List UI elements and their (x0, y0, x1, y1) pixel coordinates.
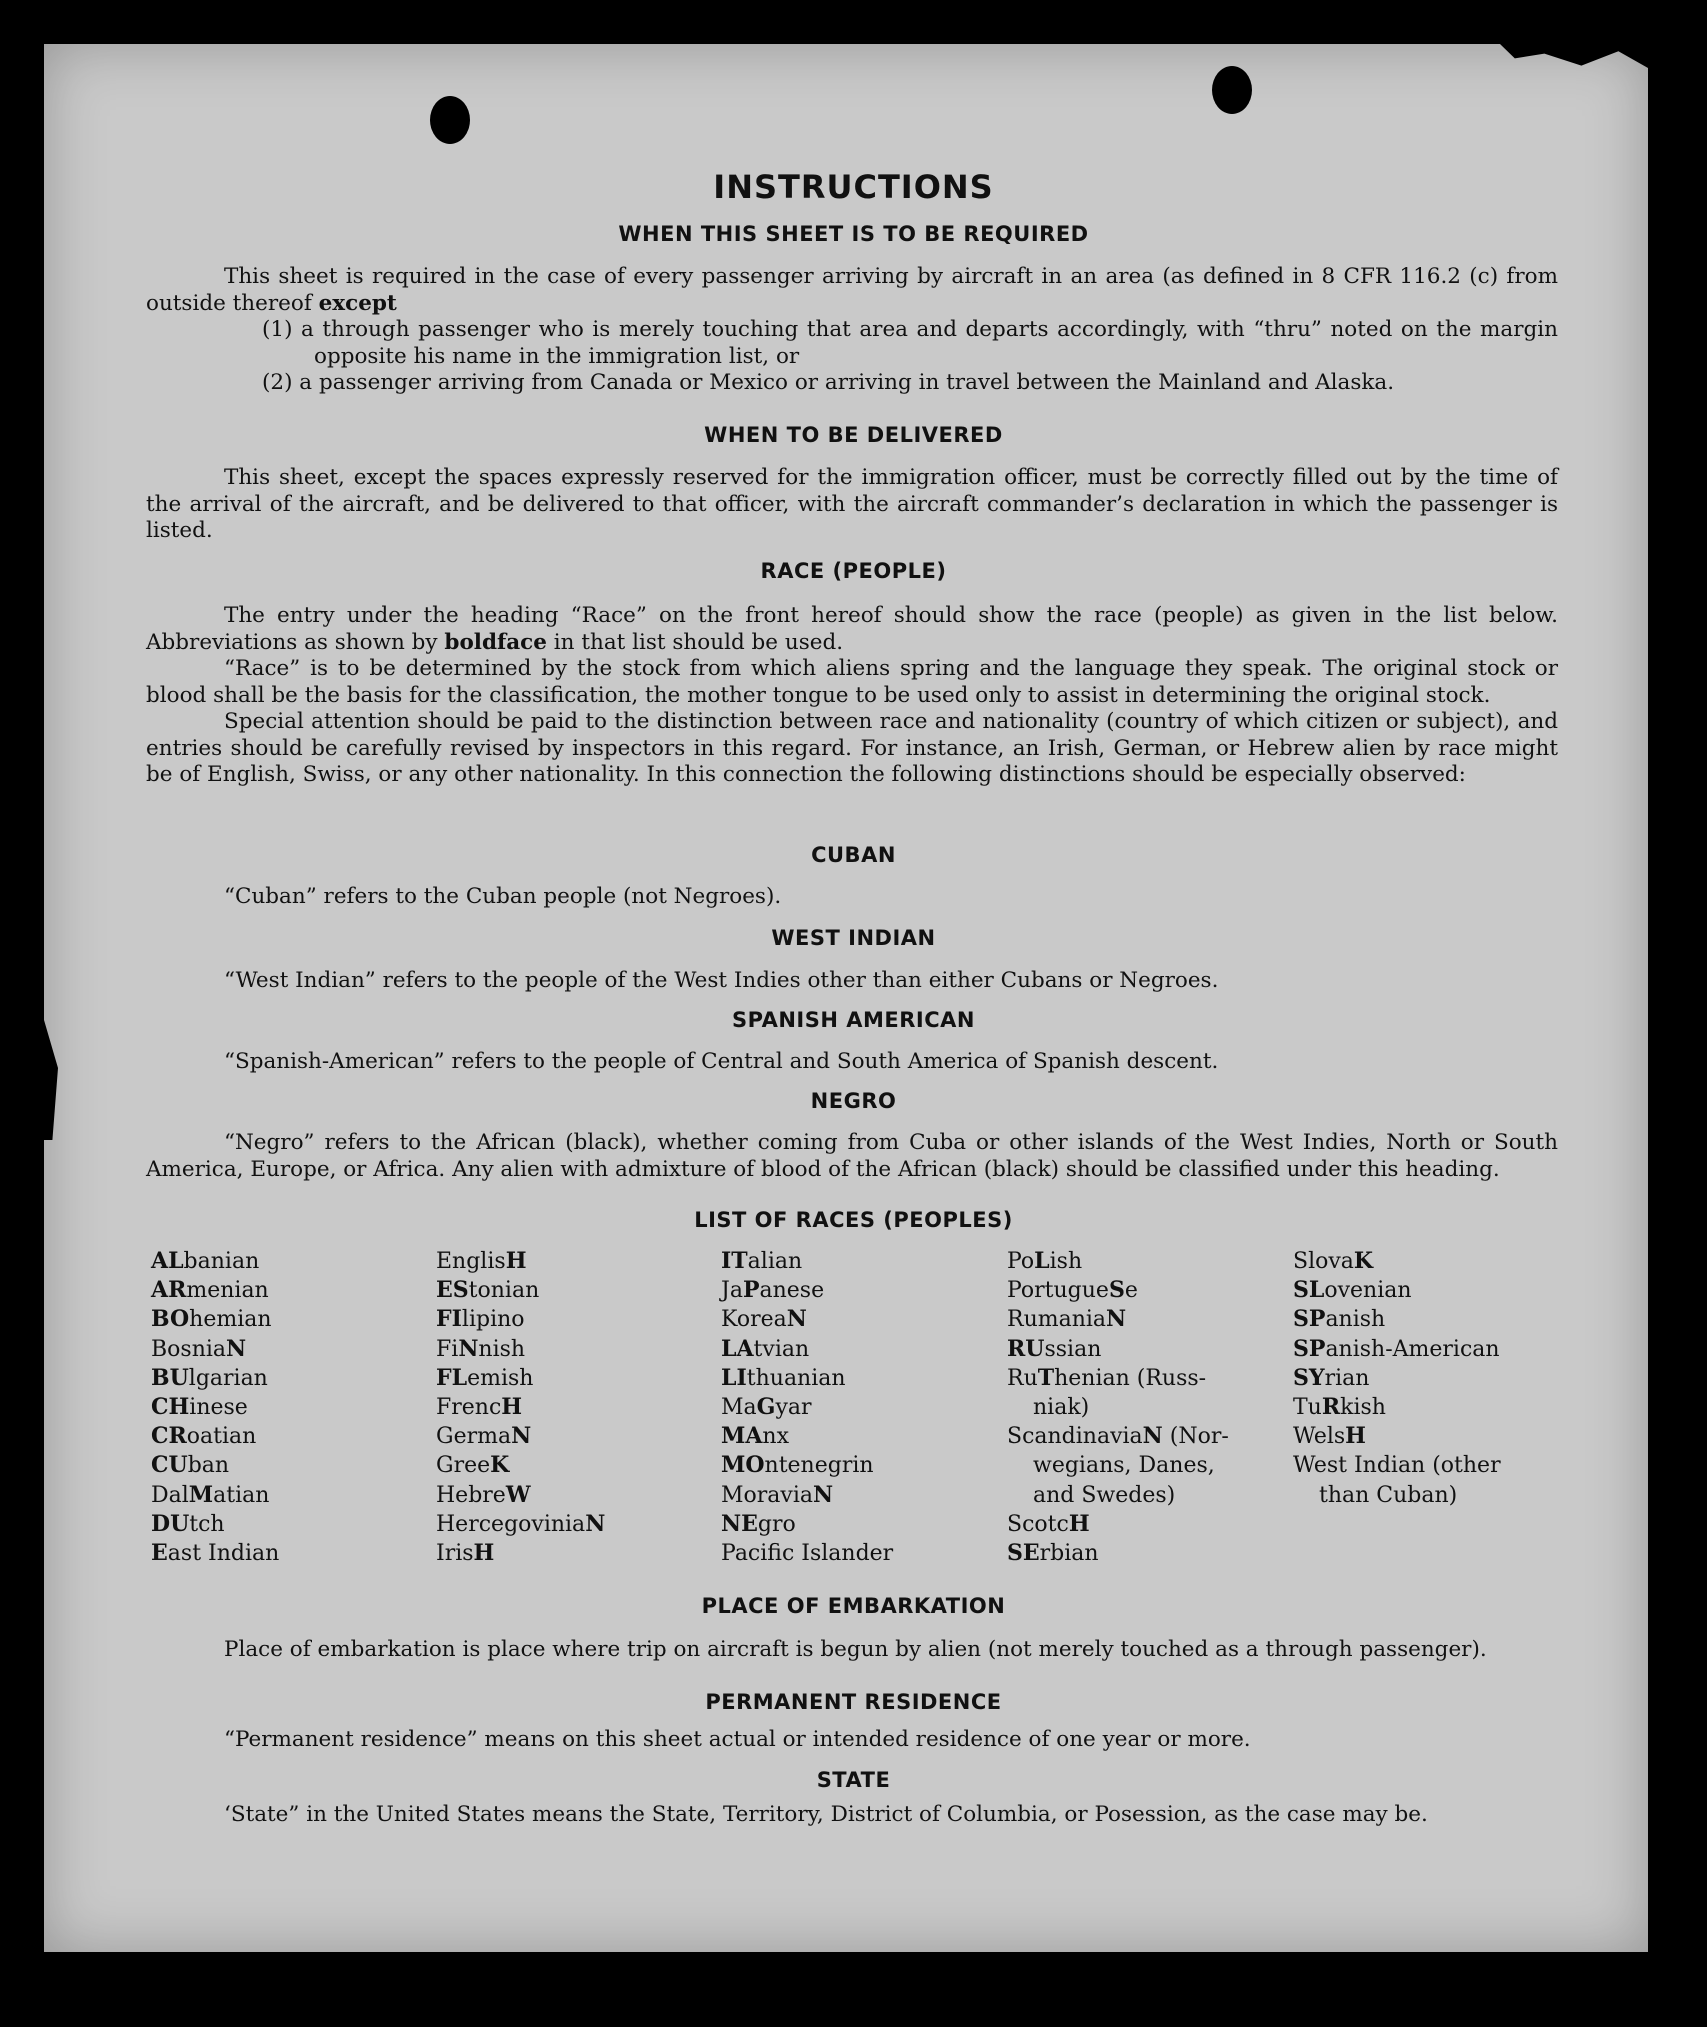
race-entry: PoLish (1007, 1248, 1083, 1274)
race-entry: and Swedes) (1033, 1482, 1176, 1508)
race-entry: SPanish-American (1293, 1335, 1500, 1362)
when-required-except: except (318, 290, 397, 316)
heading-west-indian: WEST INDIAN (771, 926, 936, 950)
race-entry: CHinese (151, 1394, 248, 1421)
section-race (146, 603, 1558, 789)
race-entry: JaPanese (721, 1277, 825, 1304)
race-entry: GermaN (436, 1423, 532, 1450)
section-cuban (146, 884, 1558, 911)
race-entry: Pacific Islander (721, 1541, 894, 1567)
embarkation-text: Place of embarkation is place where trip on aircraft is begun by alien (not merely touched as a through passenger). (224, 1637, 1487, 1662)
heading-negro: NEGRO (810, 1089, 897, 1113)
section-when-delivered (146, 465, 1558, 545)
race-entry: MaGyar (721, 1394, 812, 1421)
heading-embarkation: PLACE OF EMBARKATION (701, 1594, 1006, 1618)
page-title: INSTRUCTIONS (713, 168, 994, 206)
race-entry: CUban (151, 1452, 230, 1479)
when-required-intro: This sheet is required in the case of every passenger arriving by aircraft in an area (as defined in 8 CFR 116.2 (c) from outside thereof (146, 264, 1558, 316)
race-entry: niak) (1033, 1395, 1090, 1421)
race-entry: TuRkish (1293, 1394, 1386, 1421)
negro-text: “Negro” refers to the African (black), whether coming from Cuba or other islands of the West Indies, North or South America, Europe, or Africa. Any alien with admixture of blood of the African (black) should be classified under this heading. (146, 1130, 1558, 1182)
race-entry: MAnx (721, 1423, 789, 1450)
race-p2: “Race” is to be determined by the stock from which aliens spring and the language they speak. The original stock or blood shall be the basis for the classification, the mother tongue to be used only to assist in determining the original stock. (146, 656, 1558, 708)
punch-hole-right (1212, 66, 1252, 114)
race-entry: EnglisH (436, 1248, 527, 1274)
spanish-american-text: “Spanish-American” refers to the people of Central and South America of Spanish descent. (224, 1049, 1219, 1074)
residence-text: “Permanent residence” means on this sheet actual or intended residence of one year or more. (224, 1727, 1251, 1752)
heading-cuban: CUBAN (811, 843, 896, 867)
heading-spanish-american: SPANISH AMERICAN (732, 1008, 975, 1032)
race-entry: EStonian (436, 1277, 540, 1304)
race-entry: ARmenian (151, 1277, 269, 1304)
section-permanent-residence (146, 1727, 1558, 1754)
race-entry: SPanish (1293, 1306, 1386, 1333)
race-entry: ScotcH (1007, 1510, 1090, 1537)
race-entry: SLovenian (1293, 1277, 1412, 1304)
race-entry: BOhemian (151, 1306, 272, 1333)
when-delivered-text: This sheet, except the spaces expressly reserved for the immigration officer, must be correctly filled out by the time of the arrival of the aircraft, and be delivered to that officer, with the aircraft commander’s declaration in which the passenger is listed. (146, 465, 1558, 543)
race-entry: IrisH (436, 1540, 495, 1567)
race-entry: DUtch (151, 1510, 225, 1537)
race-entry: MOntenegrin (721, 1452, 874, 1479)
race-entry: ALbanian (151, 1248, 260, 1274)
race-entry: BosniaN (151, 1335, 247, 1362)
section-when-required (146, 264, 1558, 397)
race-p3: Special attention should be paid to the distinction between race and nationality (country of which citizen or subject), and entries should be carefully revised by inspectors in this regard. For instance, an Irish, German, or Hebrew alien by race might be of English, Swiss, or any other nationality. In this connection the following distinctions should be especially observed: (146, 709, 1558, 787)
race-entry: SYrian (1293, 1364, 1370, 1391)
race-entry: West Indian (other (1293, 1453, 1501, 1479)
heading-when-delivered: WHEN TO BE DELIVERED (704, 423, 1003, 447)
race-column (1007, 1247, 1229, 1568)
heading-list-of-races: LIST OF RACES (PEOPLES) (694, 1208, 1013, 1232)
race-entry: BUlgarian (151, 1364, 268, 1391)
race-entry: NEgro (721, 1510, 796, 1537)
race-entry: RUssian (1007, 1335, 1102, 1362)
heading-race: RACE (PEOPLE) (760, 559, 947, 583)
race-entry: East Indian (151, 1540, 280, 1567)
race-entry: KoreaN (721, 1306, 807, 1333)
section-west-indian (146, 968, 1558, 995)
race-entry: RuThenian (Russ- (1007, 1364, 1207, 1391)
section-negro (146, 1130, 1558, 1183)
race-entry: MoraviaN (721, 1481, 834, 1508)
race-entry: FrencH (436, 1394, 523, 1421)
heading-permanent-residence: PERMANENT RESIDENCE (705, 1690, 1002, 1714)
race-entry: SErbian (1007, 1540, 1099, 1567)
west-indian-text: “West Indian” refers to the people of the West Indies other than either Cubans or Negroes. (224, 968, 1219, 993)
punch-hole-left (430, 96, 470, 144)
race-entry: RumaniaN (1007, 1306, 1127, 1333)
race-entry: FIlipino (436, 1306, 525, 1333)
race-entry: LAtvian (721, 1335, 810, 1362)
race-entry: CRoatian (151, 1423, 257, 1450)
race-p1c: in that list should be used. (553, 629, 844, 655)
race-entry: PortugueSe (1007, 1277, 1138, 1304)
race-entry: SlovaK (1293, 1248, 1374, 1274)
race-entry: WelsH (1293, 1423, 1366, 1450)
race-entry: HercegoviniaN (436, 1510, 606, 1537)
when-required-item-2: (2) a passenger arriving from Canada or Mexico or arriving in travel between the Mainland and Alaska. (262, 370, 1395, 395)
section-spanish-american (146, 1049, 1558, 1076)
race-entry: FLemish (436, 1364, 534, 1391)
race-column (721, 1247, 893, 1568)
race-p1a: The entry under the heading “Race” on the front hereof should show the race (people) as given in the list below. Abbreviations as shown by (146, 603, 1558, 655)
race-entry: wegians, Danes, (1033, 1453, 1215, 1479)
race-entry: LIthuanian (721, 1364, 846, 1391)
race-p1-boldface: boldface (444, 629, 547, 655)
race-column (436, 1247, 605, 1568)
section-state (146, 1802, 1558, 1829)
race-entry: DalMatian (151, 1481, 270, 1508)
race-column (1293, 1247, 1501, 1510)
race-entry: HebreW (436, 1481, 531, 1508)
race-column (151, 1247, 279, 1568)
race-entry: than Cuban) (1319, 1482, 1458, 1508)
heading-when-required: WHEN THIS SHEET IS TO BE REQUIRED (618, 222, 1089, 246)
section-embarkation (146, 1637, 1558, 1664)
race-entry: ScandinaviaN (Nor- (1007, 1423, 1229, 1450)
cuban-text: “Cuban” refers to the Cuban people (not Negroes). (224, 884, 782, 909)
when-required-item-1: (1) a through passenger who is merely touching that area and departs accordingly, with “thru” noted on the margin opposite his name in the immigration list, or (262, 317, 1558, 369)
race-entry: FiNnish (436, 1335, 526, 1362)
race-entry: GreeK (436, 1452, 510, 1479)
heading-state: STATE (816, 1768, 891, 1792)
race-entry: ITalian (721, 1248, 803, 1274)
state-text: ‘State” in the United States means the State, Territory, District of Columbia, or Posession, as the case may be. (224, 1802, 1428, 1827)
